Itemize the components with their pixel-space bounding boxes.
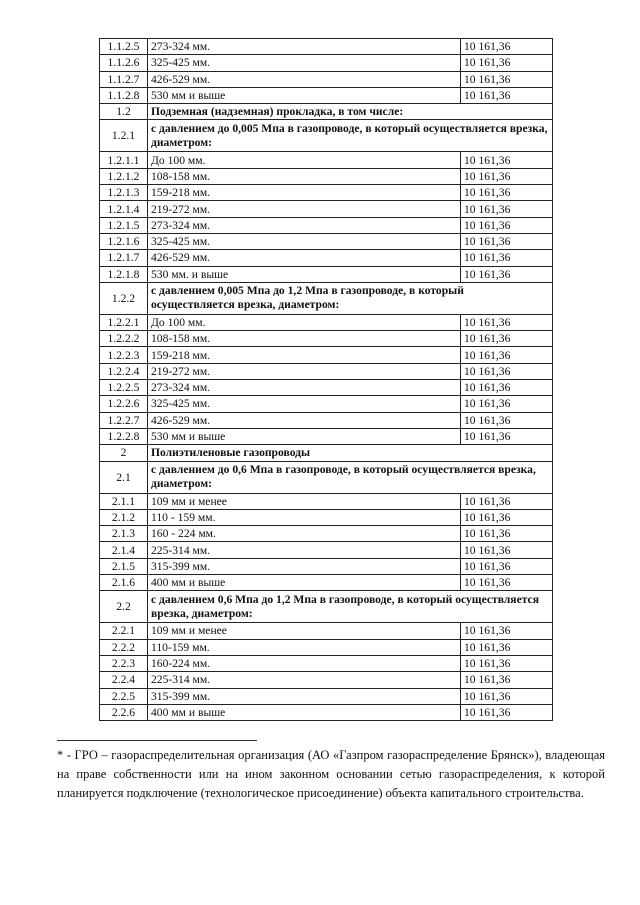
row-description: 530 мм и выше (148, 428, 461, 444)
row-description: 108-158 мм. (148, 331, 461, 347)
row-description: 273-324 мм. (148, 217, 461, 233)
row-value: 10 161,36 (461, 168, 553, 184)
section-title: с давлением 0,6 Мпа до 1,2 Мпа в газопроводе, в который осуществляется врезка, диаметром: (148, 591, 553, 623)
row-description: 225-314 мм. (148, 672, 461, 688)
row-description: 159-218 мм. (148, 347, 461, 363)
row-value: 10 161,36 (461, 55, 553, 71)
row-description: 110-159 мм. (148, 639, 461, 655)
table-row (100, 363, 553, 379)
row-value: 10 161,36 (461, 623, 553, 639)
row-value: 10 161,36 (461, 704, 553, 720)
row-value: 10 161,36 (461, 380, 553, 396)
row-code: 1.2.1.8 (100, 266, 148, 282)
row-value: 10 161,36 (461, 185, 553, 201)
row-code: 2.2.2 (100, 639, 148, 655)
row-description: 108-158 мм. (148, 168, 461, 184)
footnote-divider (57, 740, 257, 741)
row-description: 109 мм и менее (148, 623, 461, 639)
row-description: 426-529 мм. (148, 71, 461, 87)
row-description: 325-425 мм. (148, 396, 461, 412)
table-row (100, 412, 553, 428)
row-value: 10 161,36 (461, 331, 553, 347)
row-code: 1.1.2.7 (100, 71, 148, 87)
row-description: 315-399 мм. (148, 558, 461, 574)
row-value: 10 161,36 (461, 542, 553, 558)
row-value: 10 161,36 (461, 509, 553, 525)
section-heading-row (100, 461, 553, 493)
row-description: 219-272 мм. (148, 201, 461, 217)
row-code: 2.1 (100, 461, 148, 493)
row-description: 273-324 мм. (148, 380, 461, 396)
row-description: 273-324 мм. (148, 39, 461, 55)
row-value: 10 161,36 (461, 493, 553, 509)
table-row (100, 704, 553, 720)
table-row (100, 542, 553, 558)
table-row (100, 201, 553, 217)
section-title: Подземная (надземная) прокладка, в том числе: (148, 104, 553, 120)
row-code: 2.2.5 (100, 688, 148, 704)
row-value: 10 161,36 (461, 688, 553, 704)
row-value: 10 161,36 (461, 526, 553, 542)
row-code: 1.2.2.7 (100, 412, 148, 428)
row-code: 1.2.1.6 (100, 233, 148, 249)
footnote-text: * - ГРО – газораспределительная организация (АО «Газпром газораспределение Брянск»), владеющая на праве собственности или на ином законном основании сетью газораспределения, к которой планируется подключение (технологическое присоединение) объекта капитального строительства. (57, 748, 605, 800)
row-code: 1.2.1.5 (100, 217, 148, 233)
table-row (100, 39, 553, 55)
row-code: 1.2.1.4 (100, 201, 148, 217)
row-code: 1.2.2 (100, 282, 148, 314)
row-value: 10 161,36 (461, 672, 553, 688)
row-code: 2.2.4 (100, 672, 148, 688)
row-code: 1.2.2.5 (100, 380, 148, 396)
section-title: Полиэтиленовые газопроводы (148, 445, 553, 461)
table-row (100, 331, 553, 347)
row-value: 10 161,36 (461, 655, 553, 671)
row-description: До 100 мм. (148, 152, 461, 168)
row-code: 2 (100, 445, 148, 461)
row-code: 2.2.1 (100, 623, 148, 639)
section-heading-row (100, 591, 553, 623)
section-heading-row (100, 445, 553, 461)
row-description: 159-218 мм. (148, 185, 461, 201)
table-row (100, 558, 553, 574)
table-row (100, 428, 553, 444)
section-title: с давлением до 0,005 Мпа в газопроводе, в который осуществляется врезка, диаметром: (148, 120, 553, 152)
row-code: 2.1.2 (100, 509, 148, 525)
row-description: 530 мм. и выше (148, 266, 461, 282)
row-description: До 100 мм. (148, 314, 461, 330)
row-code: 1.1.2.8 (100, 87, 148, 103)
row-value: 10 161,36 (461, 558, 553, 574)
table-row (100, 509, 553, 525)
row-code: 2.1.4 (100, 542, 148, 558)
row-value: 10 161,36 (461, 363, 553, 379)
table-row (100, 266, 553, 282)
section-heading-row (100, 104, 553, 120)
table-row (100, 250, 553, 266)
row-value: 10 161,36 (461, 314, 553, 330)
row-code: 1.2.2.6 (100, 396, 148, 412)
row-value: 10 161,36 (461, 250, 553, 266)
row-description: 109 мм и менее (148, 493, 461, 509)
row-code: 1.2.1 (100, 120, 148, 152)
table-row (100, 168, 553, 184)
section-title: с давлением 0,005 Мпа до 1,2 Мпа в газопроводе, в который осуществляется врезка, диаметром: (148, 282, 553, 314)
table-row (100, 672, 553, 688)
row-description: 315-399 мм. (148, 688, 461, 704)
row-value: 10 161,36 (461, 412, 553, 428)
table-row (100, 71, 553, 87)
table-row (100, 493, 553, 509)
table-row (100, 55, 553, 71)
table-row (100, 314, 553, 330)
row-value: 10 161,36 (461, 639, 553, 655)
row-description: 325-425 мм. (148, 233, 461, 249)
row-code: 2.1.3 (100, 526, 148, 542)
table-row (100, 152, 553, 168)
table-row (100, 688, 553, 704)
row-value: 10 161,36 (461, 428, 553, 444)
section-title: с давлением до 0,6 Мпа в газопроводе, в который осуществляется врезка, диаметром: (148, 461, 553, 493)
row-code: 1.2.2.1 (100, 314, 148, 330)
row-value: 10 161,36 (461, 575, 553, 591)
row-code: 1.2 (100, 104, 148, 120)
row-code: 1.2.2.4 (100, 363, 148, 379)
row-code: 1.2.1.2 (100, 168, 148, 184)
row-value: 10 161,36 (461, 201, 553, 217)
row-code: 1.1.2.6 (100, 55, 148, 71)
row-code: 1.2.2.2 (100, 331, 148, 347)
row-description: 426-529 мм. (148, 250, 461, 266)
row-code: 2.2.6 (100, 704, 148, 720)
table-row (100, 623, 553, 639)
table-row (100, 217, 553, 233)
row-code: 2.1.6 (100, 575, 148, 591)
table-row (100, 380, 553, 396)
row-description: 325-425 мм. (148, 55, 461, 71)
row-value: 10 161,36 (461, 396, 553, 412)
row-value: 10 161,36 (461, 152, 553, 168)
row-value: 10 161,36 (461, 347, 553, 363)
row-description: 225-314 мм. (148, 542, 461, 558)
row-value: 10 161,36 (461, 71, 553, 87)
row-code: 1.2.2.3 (100, 347, 148, 363)
row-description: 160 - 224 мм. (148, 526, 461, 542)
row-code: 1.2.2.8 (100, 428, 148, 444)
row-description: 110 - 159 мм. (148, 509, 461, 525)
table-row (100, 87, 553, 103)
row-value: 10 161,36 (461, 233, 553, 249)
table-row (100, 396, 553, 412)
row-code: 1.2.1.7 (100, 250, 148, 266)
row-description: 400 мм и выше (148, 704, 461, 720)
row-value: 10 161,36 (461, 39, 553, 55)
row-code: 2.1.1 (100, 493, 148, 509)
row-code: 2.2 (100, 591, 148, 623)
table-row (100, 575, 553, 591)
section-heading-row (100, 282, 553, 314)
row-description: 426-529 мм. (148, 412, 461, 428)
row-code: 2.2.3 (100, 655, 148, 671)
table-row (100, 655, 553, 671)
table-row (100, 526, 553, 542)
row-value: 10 161,36 (461, 217, 553, 233)
row-description: 530 мм и выше (148, 87, 461, 103)
row-description: 219-272 мм. (148, 363, 461, 379)
table-row (100, 185, 553, 201)
row-description: 400 мм и выше (148, 575, 461, 591)
tariff-table-body (100, 39, 553, 721)
table-row (100, 639, 553, 655)
row-code: 1.2.1.1 (100, 152, 148, 168)
table-row (100, 347, 553, 363)
row-description: 160-224 мм. (148, 655, 461, 671)
row-value: 10 161,36 (461, 266, 553, 282)
tariff-table (99, 38, 553, 721)
section-heading-row (100, 120, 553, 152)
row-value: 10 161,36 (461, 87, 553, 103)
row-code: 1.2.1.3 (100, 185, 148, 201)
row-code: 1.1.2.5 (100, 39, 148, 55)
table-row (100, 233, 553, 249)
row-code: 2.1.5 (100, 558, 148, 574)
